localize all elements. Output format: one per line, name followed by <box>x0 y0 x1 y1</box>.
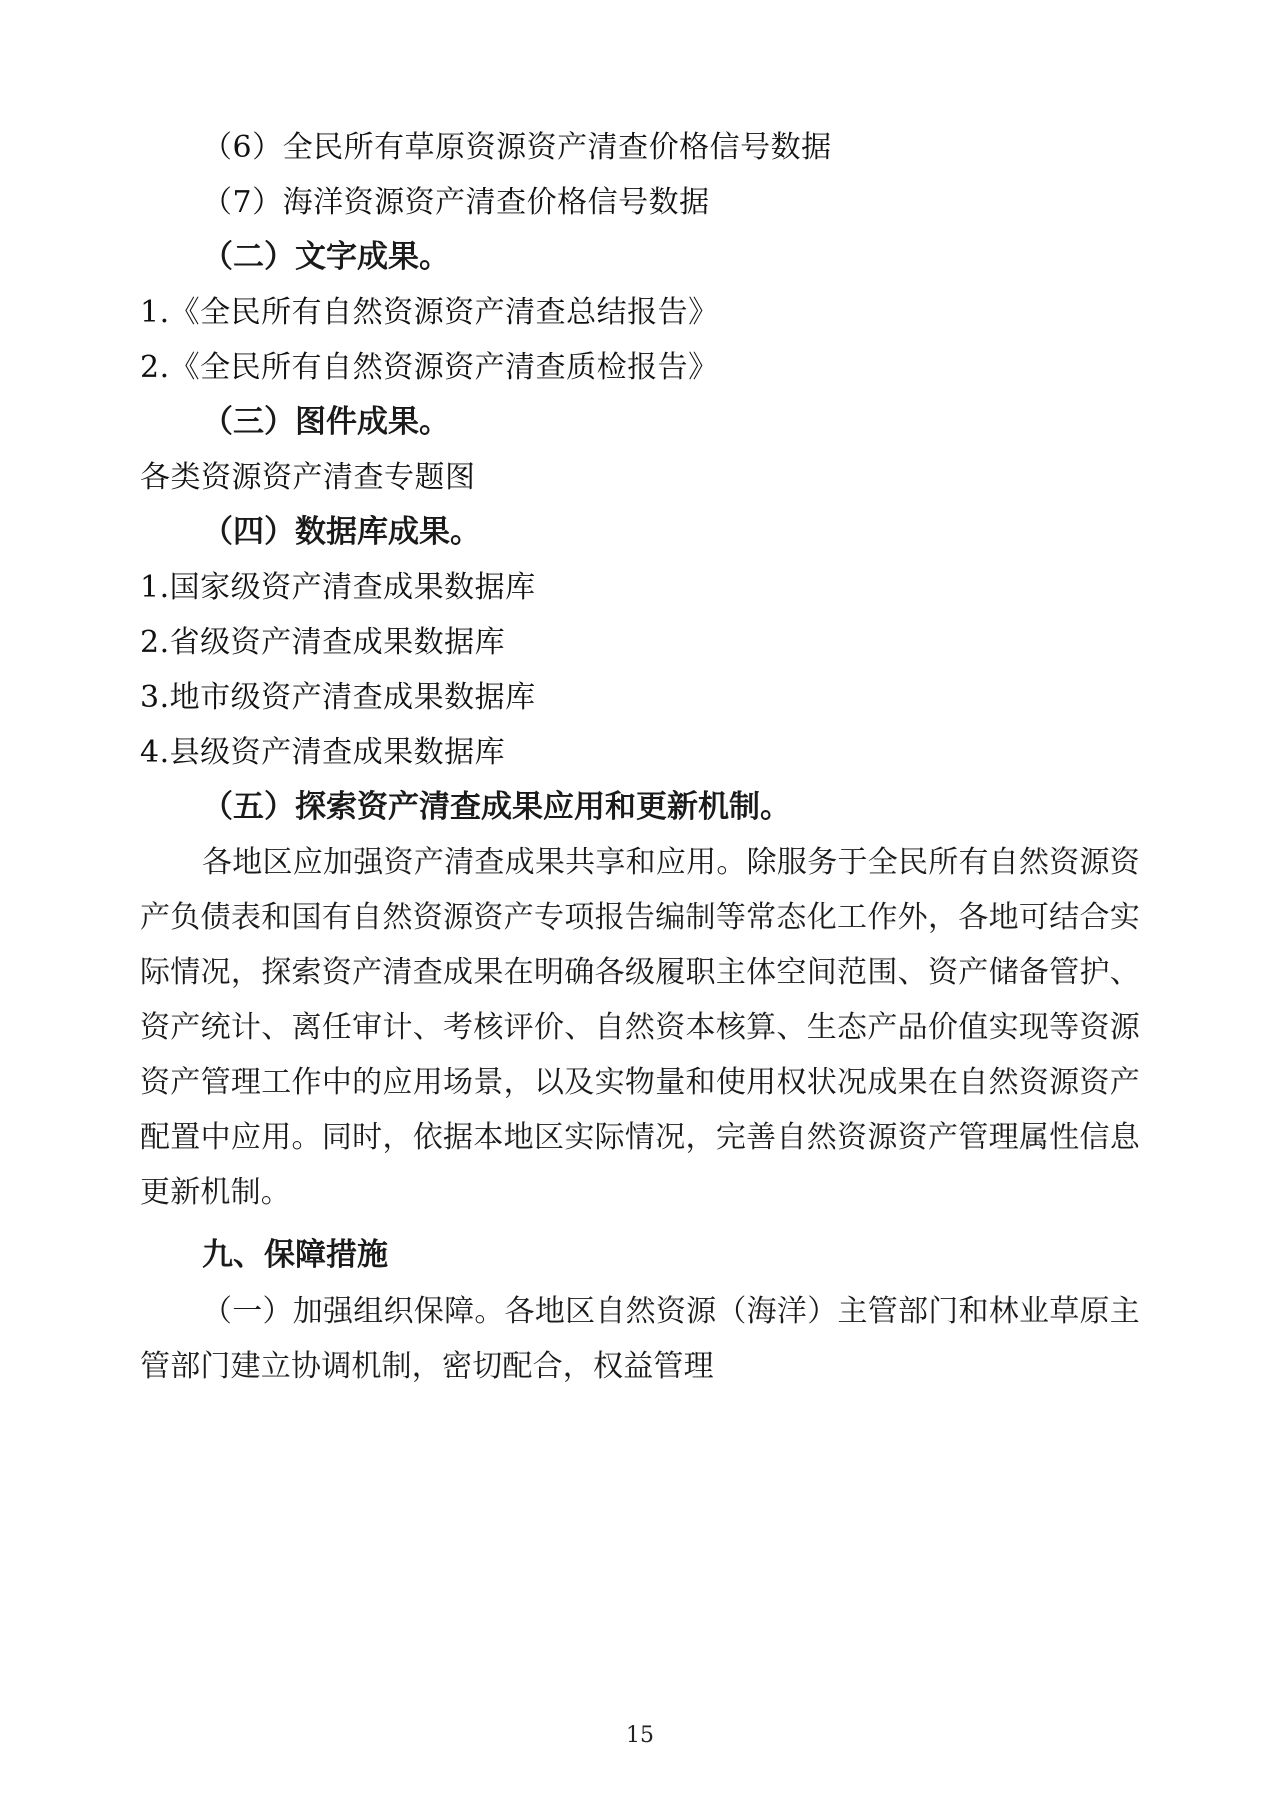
heading-application-mechanism: （五）探索资产清查成果应用和更新机制。 <box>202 789 791 825</box>
list-item-city-database: 3.地市级资产清查成果数据库 <box>140 680 536 715</box>
list-item-county-database: 4.县级资产清查成果数据库 <box>140 735 506 770</box>
list-item-quality-report: 2.《全民所有自然资源资产清查质检报告》 <box>140 350 719 385</box>
section-heading-safeguards: 九、保障措施 <box>202 1237 388 1273</box>
list-item-provincial-database: 2.省级资产清查成果数据库 <box>140 625 506 660</box>
list-item-price-signal-ocean: （7）海洋资源资产清查价格信号数据 <box>202 185 710 220</box>
heading-database-results: （四）数据库成果。 <box>202 514 481 550</box>
paragraph-application-mechanism: 各地区应加强资产清查成果共享和应用。除服务于全民所有自然资源资产负债表和国有自然资源资产专项报告编制等常态化工作外，各地可结合实际情况，探索资产清查成果在明确各级履职主体空间范围、资产储备管护、资产统计、离任审计、考核评价、自然资本核算、生态产品价值实现等资源资产管理工作中的应用场景，以及实物量和使用权状况成果在自然资源资产配置中应用。同时，依据本地区实际情况，完善自然资源资产管理属性信息更新机制。 <box>140 845 1140 1210</box>
page-content <box>140 120 1140 1394</box>
heading-map-results: （三）图件成果。 <box>202 404 450 440</box>
paragraph-organizational-safeguards: （一）加强组织保障。各地区自然资源（海洋）主管部门和林业草原主管部门建立协调机制，密切配合，权益管理 <box>140 1294 1140 1384</box>
page-number: 15 <box>626 1723 654 1748</box>
list-item-thematic-maps: 各类资源资产清查专题图 <box>140 460 476 495</box>
heading-text-results: （二）文字成果。 <box>202 239 450 275</box>
list-item-national-database: 1.国家级资产清查成果数据库 <box>140 570 536 605</box>
list-item-price-signal-grassland: （6）全民所有草原资源资产清查价格信号数据 <box>202 130 832 165</box>
list-item-summary-report: 1.《全民所有自然资源资产清查总结报告》 <box>140 295 719 330</box>
